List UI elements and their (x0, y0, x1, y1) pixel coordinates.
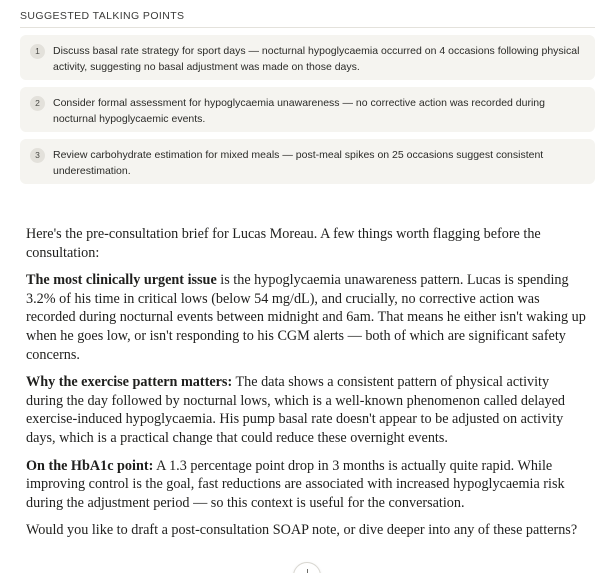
response-closing: Would you like to draft a post-consultation SOAP note, or dive deeper into any of these patterns? (26, 522, 578, 539)
response-paragraph-urgent-issue (26, 271, 586, 364)
paragraph-heading: On the HbA1c point: (26, 457, 154, 474)
scroll-to-bottom-button[interactable] (293, 562, 321, 573)
talking-point-text: Review carbohydrate estimation for mixed meals — post-meal spikes on 25 occasions suggest consistent underestimation. (53, 149, 544, 177)
section-divider (20, 27, 595, 28)
talking-point-card (20, 139, 595, 184)
talking-point-number: 3 (30, 148, 45, 163)
talking-point-text: Consider formal assessment for hypoglycaemia unawareness — no corrective action was recorded during nocturnal hypoglycaemic events. (53, 97, 545, 125)
paragraph-body: is the hypoglycaemia unawareness pattern. Lucas is spending 3.2% of his time in critical lows (below 54 mg/dL), and crucially, no corrective action was recorded during nocturnal events between midnight and 6am. That means he either isn't waking up when he goes low, or isn't responding to his CGM alerts — both of which are significant safety concerns. (26, 272, 586, 363)
arrow-down-icon (307, 569, 308, 573)
paragraph-body: A 1.3 percentage point drop in 3 months is actually quite rapid. While improving control is the goal, fast reductions are associated with increased hypoglycaemia risk during the adjustment period — so this context is useful for the conversation. (26, 457, 565, 511)
talking-point-text: Discuss basal rate strategy for sport days — nocturnal hypoglycaemia occurred on 4 occasions following physical activity, suggesting no basal adjustment was made on those days. (53, 45, 580, 73)
response-paragraph-exercise (26, 373, 586, 447)
paragraph-body: The data shows a consistent pattern of physical activity during the day followed by nocturnal lows, which is a well-known phenomenon called delayed exercise-induced hypoglycaemia. His pump basal rate doesn't appear to be adjusted on activity days, which is a practical change that could reduce these overnight events. (26, 374, 565, 446)
paragraph-heading: The most clinically urgent issue (26, 272, 217, 289)
talking-point-card (20, 35, 595, 80)
talking-point-card (20, 87, 595, 132)
talking-points-header: SUGGESTED TALKING POINTS (20, 10, 185, 22)
talking-point-number: 2 (30, 96, 45, 111)
paragraph-heading: Why the exercise pattern matters: (26, 374, 233, 391)
response-paragraph-hba1c (26, 457, 586, 513)
talking-points-list (20, 35, 595, 191)
assistant-response (26, 225, 586, 549)
response-intro: Here's the pre-consultation brief for Lucas Moreau. A few things worth flagging before the consultation: (26, 226, 541, 261)
talking-point-number: 1 (30, 44, 45, 59)
